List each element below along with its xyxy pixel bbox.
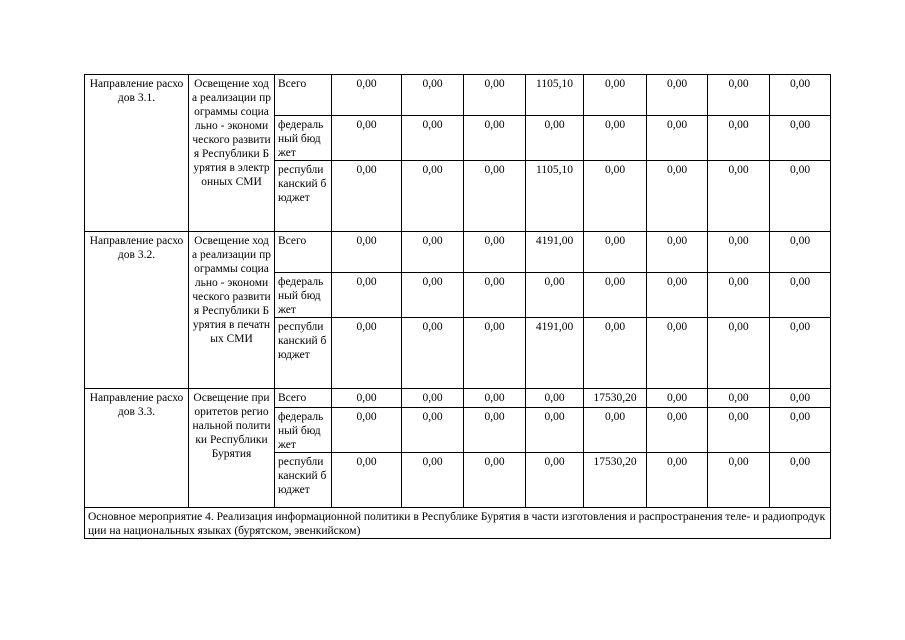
- value-cell: 0,00: [708, 116, 770, 161]
- value-cell: 0,00: [647, 75, 708, 116]
- value-cell: 0,00: [464, 75, 526, 116]
- value-cell: 0,00: [464, 273, 526, 318]
- value-cell: 0,00: [464, 161, 526, 232]
- table-row: [85, 75, 831, 116]
- value-cell: 0,00: [464, 318, 526, 389]
- value-cell: 0,00: [464, 389, 526, 408]
- value-cell: 0,00: [770, 318, 831, 389]
- value-cell: 0,00: [708, 408, 770, 453]
- value-cell: 0,00: [402, 389, 464, 408]
- value-cell: 0,00: [708, 389, 770, 408]
- value-cell: 0,00: [332, 453, 402, 508]
- value-cell: 0,00: [647, 161, 708, 232]
- source-cell: республиканский бюджет: [275, 453, 332, 508]
- value-cell: 0,00: [770, 389, 831, 408]
- value-cell: 0,00: [647, 453, 708, 508]
- value-cell: 0,00: [584, 232, 647, 273]
- value-cell: 0,00: [708, 232, 770, 273]
- value-cell: 4191,00: [526, 232, 584, 273]
- value-cell: 0,00: [332, 408, 402, 453]
- direction-cell: Направление расходов 3.3.: [85, 389, 189, 508]
- value-cell: 0,00: [526, 273, 584, 318]
- value-cell: 0,00: [526, 389, 584, 408]
- value-cell: 0,00: [708, 453, 770, 508]
- value-cell: 0,00: [402, 161, 464, 232]
- description-cell: Освещение приоритетов региональной политики Республики Бурятия: [189, 389, 275, 508]
- value-cell: 0,00: [770, 161, 831, 232]
- value-cell: 0,00: [708, 75, 770, 116]
- table-row: [85, 232, 831, 273]
- budget-table: [84, 74, 831, 539]
- value-cell: 0,00: [402, 75, 464, 116]
- direction-cell: Направление расходов 3.1.: [85, 75, 189, 232]
- value-cell: 0,00: [464, 408, 526, 453]
- value-cell: 0,00: [770, 116, 831, 161]
- value-cell: 0,00: [647, 389, 708, 408]
- source-cell: Всего: [275, 389, 332, 408]
- value-cell: 0,00: [402, 273, 464, 318]
- value-cell: 0,00: [402, 453, 464, 508]
- value-cell: 1105,10: [526, 161, 584, 232]
- value-cell: 0,00: [647, 273, 708, 318]
- value-cell: 0,00: [402, 318, 464, 389]
- source-cell: Всего: [275, 232, 332, 273]
- value-cell: 0,00: [708, 318, 770, 389]
- source-cell: федеральный бюджет: [275, 116, 332, 161]
- value-cell: 0,00: [584, 161, 647, 232]
- value-cell: 0,00: [332, 232, 402, 273]
- description-cell: Освещение хода реализации программы социально - экономического развития Республики Бурятия в электронных СМИ: [189, 75, 275, 232]
- value-cell: 0,00: [770, 75, 831, 116]
- value-cell: 0,00: [464, 232, 526, 273]
- source-cell: республиканский бюджет: [275, 161, 332, 232]
- value-cell: 0,00: [526, 116, 584, 161]
- value-cell: 0,00: [647, 232, 708, 273]
- value-cell: 0,00: [770, 408, 831, 453]
- source-cell: федеральный бюджет: [275, 408, 332, 453]
- value-cell: 0,00: [647, 116, 708, 161]
- value-cell: 0,00: [770, 453, 831, 508]
- value-cell: 17530,20: [584, 453, 647, 508]
- value-cell: 0,00: [708, 161, 770, 232]
- main-activity-text: Основное мероприятие 4. Реализация информационной политики в Республике Бурятия в части изготовления и распространения теле- и радиопродукции на национальных языках (бурятском, эвенкийском): [85, 508, 831, 539]
- value-cell: 0,00: [584, 75, 647, 116]
- value-cell: 17530,20: [584, 389, 647, 408]
- value-cell: 1105,10: [526, 75, 584, 116]
- value-cell: 0,00: [332, 161, 402, 232]
- value-cell: 0,00: [332, 273, 402, 318]
- value-cell: 0,00: [647, 408, 708, 453]
- description-cell: Освещение хода реализации программы социально - экономического развития Республики Бурятия в печатных СМИ: [189, 232, 275, 389]
- value-cell: 0,00: [770, 273, 831, 318]
- value-cell: 0,00: [464, 453, 526, 508]
- table-row: [85, 508, 831, 539]
- value-cell: 0,00: [402, 232, 464, 273]
- value-cell: 0,00: [332, 318, 402, 389]
- value-cell: 0,00: [770, 232, 831, 273]
- value-cell: 0,00: [526, 408, 584, 453]
- table-row: [85, 389, 831, 408]
- source-cell: федеральный бюджет: [275, 273, 332, 318]
- value-cell: 0,00: [402, 408, 464, 453]
- value-cell: 0,00: [332, 75, 402, 116]
- source-cell: республиканский бюджет: [275, 318, 332, 389]
- direction-cell: Направление расходов 3.2.: [85, 232, 189, 389]
- value-cell: 0,00: [402, 116, 464, 161]
- value-cell: 0,00: [526, 453, 584, 508]
- value-cell: 0,00: [584, 318, 647, 389]
- value-cell: 0,00: [584, 408, 647, 453]
- value-cell: 0,00: [647, 318, 708, 389]
- value-cell: 0,00: [332, 116, 402, 161]
- value-cell: 0,00: [464, 116, 526, 161]
- value-cell: 0,00: [332, 389, 402, 408]
- source-cell: Всего: [275, 75, 332, 116]
- value-cell: 0,00: [584, 116, 647, 161]
- value-cell: 0,00: [584, 273, 647, 318]
- value-cell: 0,00: [708, 273, 770, 318]
- value-cell: 4191,00: [526, 318, 584, 389]
